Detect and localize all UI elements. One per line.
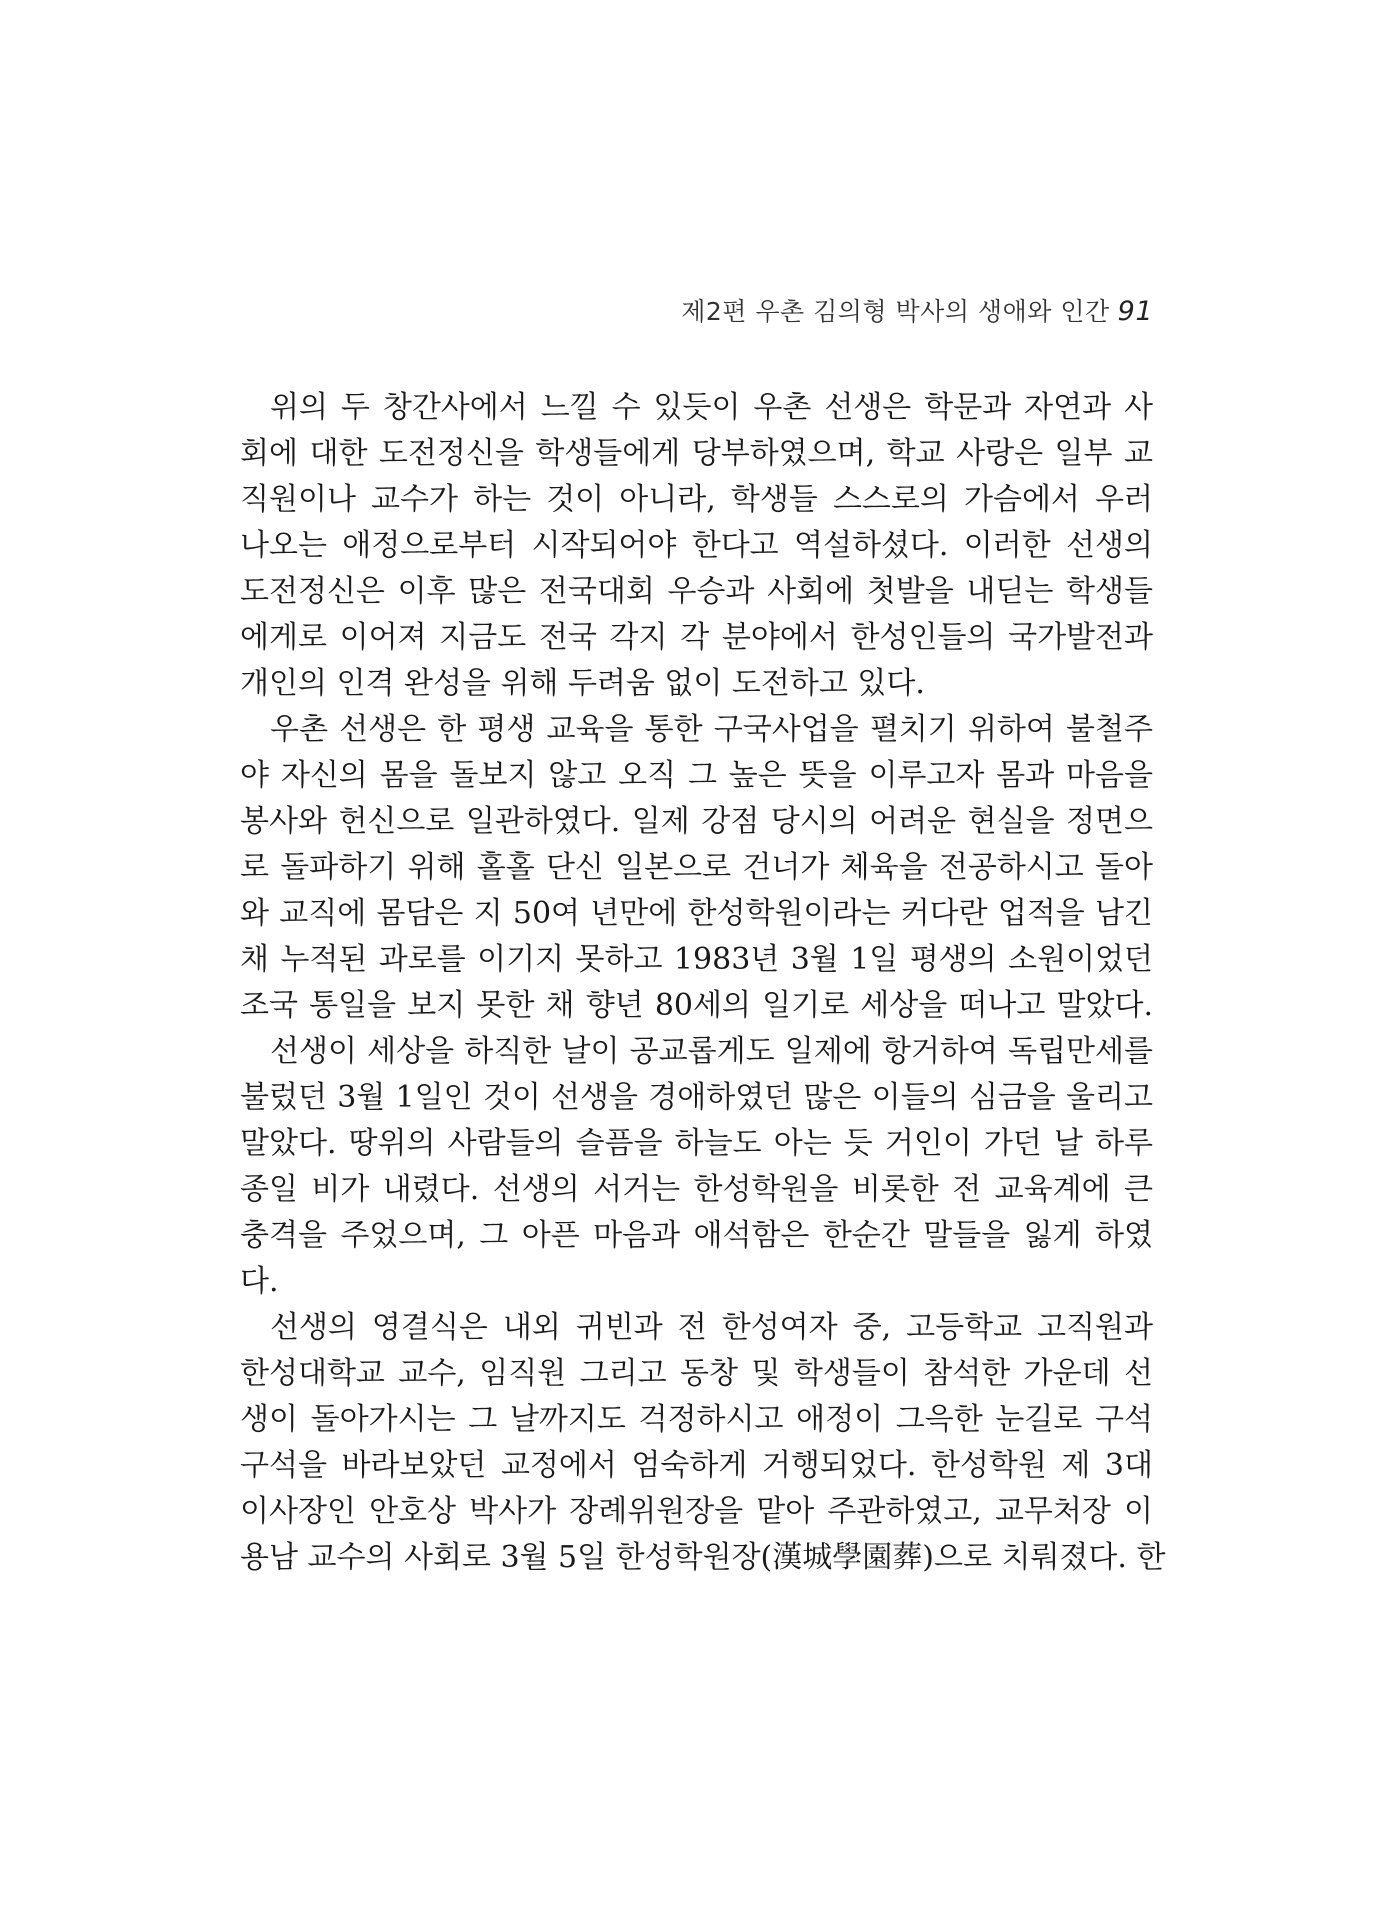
text-line: 용남 교수의 사회로 3월 5일 한성학원장(漢城學園葬)으로 치뤄졌다. 한 [240, 1540, 1166, 1575]
text-line: 회에 대한 도전정신을 학생들에게 당부하였으며, 학교 사랑은 일부 교 [240, 436, 1153, 471]
text-line: 직원이나 교수가 하는 것이 아니라, 학생들 스스로의 가슴에서 우러 [240, 482, 1153, 517]
text-line: 이사장인 안호상 박사가 장례위원장을 맡아 주관하였고, 교무처장 이 [240, 1494, 1153, 1529]
text-line: 채 누적된 과로를 이기지 못하고 1983년 3월 1일 평생의 소원이었던 [240, 942, 1153, 977]
header-title: 제2편 우촌 김의형 박사의 생애와 인간 [681, 297, 1110, 326]
text-line: 다. [240, 1264, 279, 1299]
text-line: 위의 두 창간사에서 느낄 수 있듯이 우촌 선생은 학문과 자연과 사 [270, 390, 1153, 425]
text-line: 나오는 애정으로부터 시작되어야 한다고 역설하셨다. 이러한 선생의 [240, 528, 1153, 563]
text-line: 와 교직에 몸담은 지 50여 년만에 한성학원이라는 커다란 업적을 남긴 [240, 896, 1153, 931]
text-line: 한성대학교 교수, 임직원 그리고 동창 및 학생들이 참석한 가운데 선 [240, 1356, 1153, 1391]
text-line: 우촌 선생은 한 평생 교육을 통한 구국사업을 펼치기 위하여 불철주 [270, 712, 1153, 747]
text-line: 에게로 이어져 지금도 전국 각지 각 분야에서 한성인들의 국가발전과 [240, 620, 1153, 655]
text-line: 말았다. 땅위의 사람들의 슬픔을 하늘도 아는 듯 거인이 가던 날 하루 [240, 1126, 1153, 1161]
text-line: 조국 통일을 보지 못한 채 향년 80세의 일기로 세상을 떠나고 말았다. [240, 988, 1153, 1023]
text-line: 선생이 세상을 하직한 날이 공교롭게도 일제에 항거하여 독립만세를 [270, 1034, 1153, 1069]
paragraph-3 [240, 1029, 1153, 1305]
text-line: 충격을 주었으며, 그 아픈 마음과 애석함은 한순간 말들을 잃게 하였 [240, 1218, 1153, 1253]
text-line: 로 돌파하기 위해 홀홀 단신 일본으로 건너가 체육을 전공하시고 돌아 [240, 850, 1153, 885]
text-line: 구석을 바라보았던 교정에서 엄숙하게 거행되었다. 한성학원 제 3대 [240, 1448, 1153, 1483]
page-number: 91 [1117, 296, 1153, 327]
text-line: 생이 돌아가시는 그 날까지도 걱정하시고 애정이 그윽한 눈길로 구석 [240, 1402, 1153, 1437]
paragraph-1 [240, 385, 1153, 707]
body-text [240, 385, 1166, 1581]
text-line: 개인의 인격 완성을 위해 두려움 없이 도전하고 있다. [240, 666, 925, 701]
text-line: 도전정신은 이후 많은 전국대회 우승과 사회에 첫발을 내딛는 학생들 [240, 574, 1153, 609]
text-line: 선생의 영결식은 내외 귀빈과 전 한성여자 중, 고등학교 고직원과 [270, 1310, 1153, 1345]
paragraph-2 [240, 707, 1153, 1029]
text-line: 봉사와 헌신으로 일관하였다. 일제 강점 당시의 어려운 현실을 정면으 [240, 804, 1153, 839]
paragraph-4 [240, 1305, 1166, 1581]
running-header [681, 292, 1153, 328]
text-line: 불렀던 3월 1일인 것이 선생을 경애하였던 많은 이들의 심금을 울리고 [240, 1080, 1153, 1115]
text-line: 종일 비가 내렸다. 선생의 서거는 한성학원을 비롯한 전 교육계에 큰 [240, 1172, 1153, 1207]
text-line: 야 자신의 몸을 돌보지 않고 오직 그 높은 뜻을 이루고자 몸과 마음을 [240, 758, 1153, 793]
